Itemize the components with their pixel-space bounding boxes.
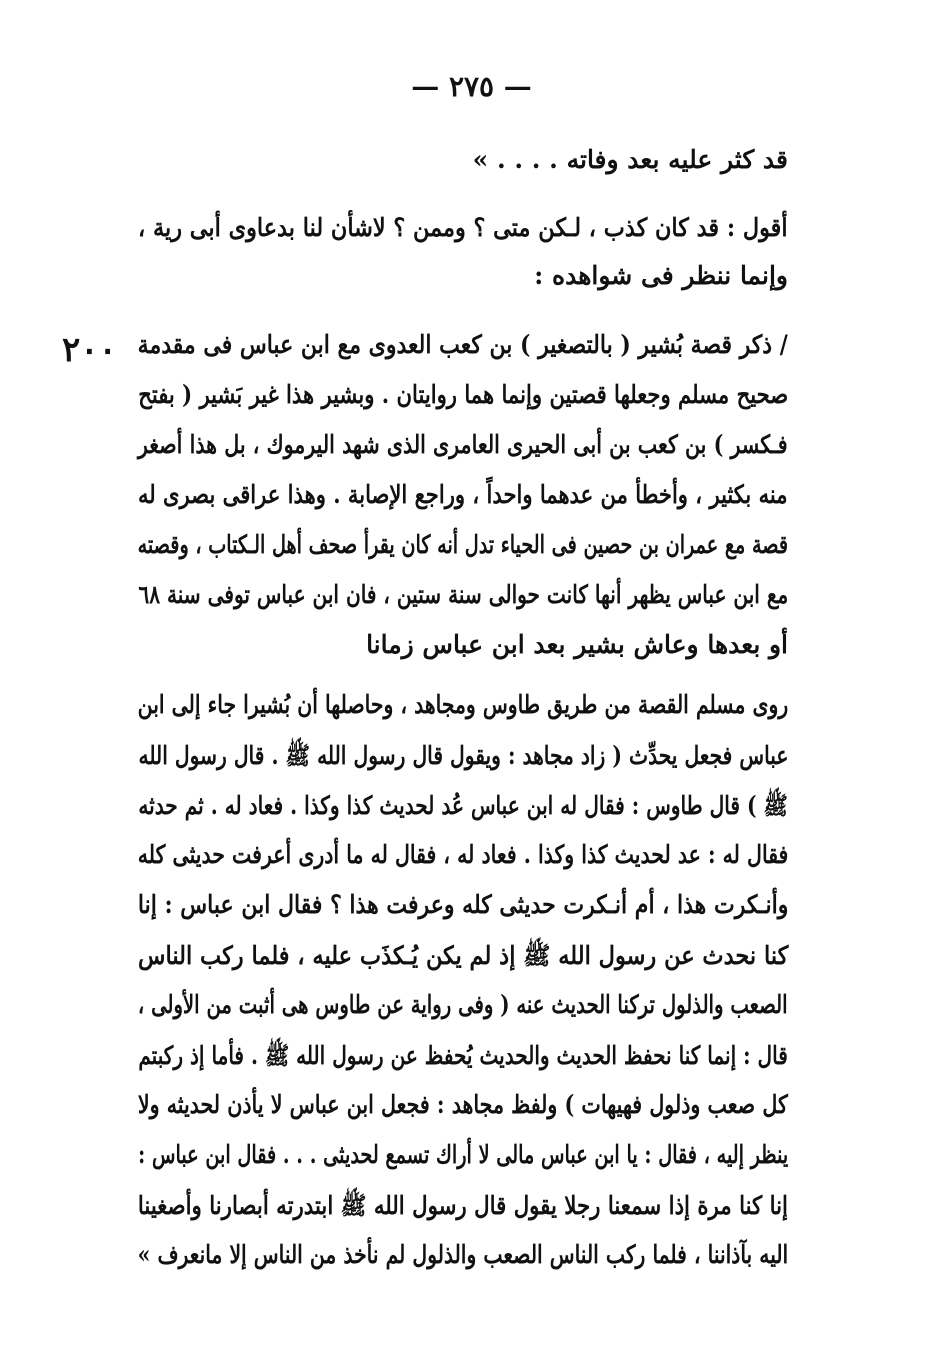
- document-page: — ٢٧٥ — ٢٠٠ قد كثر عليه بعد وفاته . . . . » أقول : قد كان كذب ، لـكن متى ؟ وممن ؟ لاشأن لنا بدعاوى أبى رية ، وإنما ننظر فى شواهده : / ذكر قصة بُشير ( بالتصغير ) بن كعب العدوى مع ابن عباس فى مقدمة صحيح مسلم وجعلها قصتين وإنما هما روايتان . وبشير هذا غير بَشير ( بفتح فـكسر ) بن كعب بن أبى الحيرى العامرى الذى شهد اليرموك ، بل هذا أصغر منه بكثير ، وأخطأ من عدهما واحداً ، وراجع الإصابة . وهذا عراقى بصرى له قصة مع عمران بن حصين فى الحياء تدل أنه كان يقرأ صحف أهل الـكتاب ، وقصته مع ابن عباس يظهر أنها كانت حوالى سنة ستين ، فان ابن عباس توفى سنة ٦٨ أو بعدها وعاش بشير بعد ابن عباس زمانا روى مسلم القصة من طريق طاوس ومجاهد ، وحاصلها أن بُشيرا جاء إلى ابن عباس فجعل يحدِّث ( زاد مجاهد : ويقول قال رسول الله ﷺ . قال رسول الله ﷺ ) قال طاوس : فقال له ابن عباس عُد لحديث كذا وكذا . فعاد له . ثم حدثه فقال له : عد لحديث كذا وكذا . فعاد له ، فقال له ما أدرى أعرفت حديثى كله وأنـكرت هذا ، أم أنـكرت حديثى كله وعرفت هذا ؟ فقال ابن عباس : إنا كنا نحدث عن رسول الله ﷺ إذ لم يكن يُـكذَب عليه ، فلما ركب الناس الصعب والذلول تركنا الحديث عنه ( وفى رواية عن طاوس هى أثبت من الأولى ، قال : إنما كنا نحفظ الحديث والحديث يُحفظ عن رسول الله ﷺ . فأما إذ ركبتم كل صعب وذلول فهيهات ) ولفظ مجاهد : فجعل ابن عباس لا يأذن لحديثه ولا ينظر إليه ، فقال : يا ابن عباس مالى لا أراك تسمع لحديثى . . . فقال ابن عباس : إنا كنا مرة إذا سمعنا رجلا يقول قال رسول الله ﷺ ابتدرته أبصارنا وأصغينا اليه بآذاننا ، فلما ركب الناس الصعب والذلول لم نأخذ من الناس إلا مانعرف »: [0, 0, 943, 1361]
- margin-note-number: ٢٠٠: [62, 330, 117, 370]
- page-number: — ٢٧٥ —: [411, 70, 532, 103]
